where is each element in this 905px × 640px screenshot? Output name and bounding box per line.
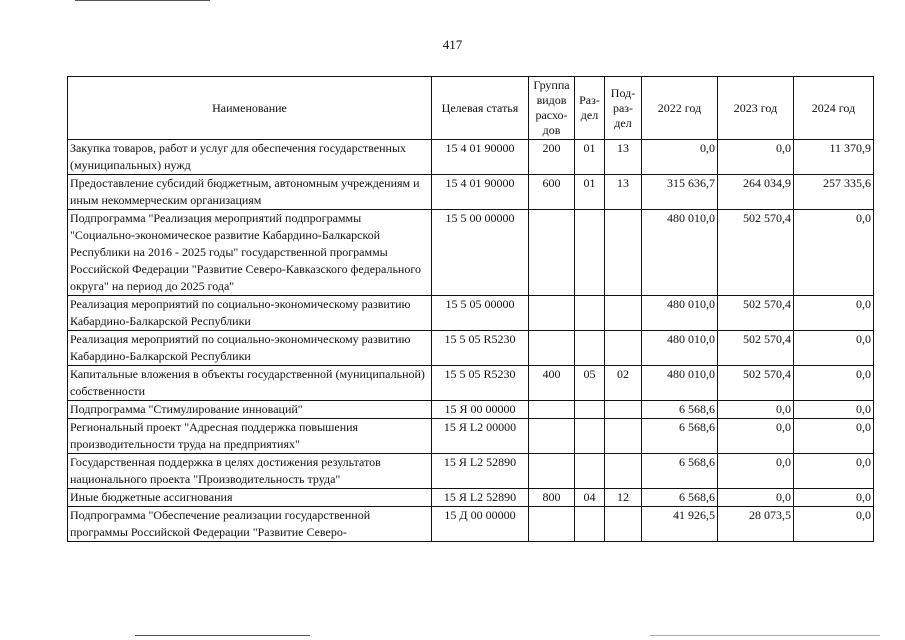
cell-section [575,454,605,489]
cell-name: Закупка товаров, работ и услуг для обеспечения государственных (муниципальных) нужд [68,140,432,175]
cell-section [575,401,605,419]
cell-section: 05 [575,366,605,401]
header-group: Группа видов расхо-дов [529,77,575,140]
cell-section: 04 [575,489,605,507]
cell-target: 15 Я 00 00000 [432,401,529,419]
cell-2024: 11 370,9 [794,140,874,175]
cell-group [529,419,575,454]
cell-2022: 480 010,0 [642,296,718,331]
table-header-row [68,77,874,140]
cell-section [575,331,605,366]
cell-name: Реализация мероприятий по социально-экономическому развитию Кабардино-Балкарской Республики [68,331,432,366]
cell-target: 15 4 01 90000 [432,175,529,210]
cell-2023: 0,0 [718,454,794,489]
scan-mark-bottom-right [650,635,880,636]
cell-name: Иные бюджетные ассигнования [68,489,432,507]
table-row [68,419,874,454]
budget-table [67,76,874,542]
page-number: 417 [442,37,463,52]
cell-2023: 0,0 [718,401,794,419]
header-section: Раз-дел [575,77,605,140]
table-row [68,366,874,401]
cell-name: Подпрограмма "Реализация мероприятий подпрограммы "Социально-экономическое развитие Кабардино-Балкарской Республики на 2016 - 2025 годы" государственной программы Российской Федерации "Развитие Северо-Кавказского федерального округа" на период до 2025 года" [68,210,432,296]
cell-2024: 0,0 [794,366,874,401]
table-row [68,401,874,419]
cell-2024: 0,0 [794,401,874,419]
cell-subsection [605,210,642,296]
cell-2022: 6 568,6 [642,489,718,507]
cell-subsection: 12 [605,489,642,507]
cell-subsection [605,454,642,489]
cell-section: 01 [575,140,605,175]
cell-group [529,210,575,296]
cell-target: 15 5 05 R5230 [432,331,529,366]
cell-2022: 6 568,6 [642,454,718,489]
table-body [68,140,874,542]
cell-name: Региональный проект "Адресная поддержка повышения производительности труда на предприятиях" [68,419,432,454]
cell-2023: 264 034,9 [718,175,794,210]
cell-subsection [605,331,642,366]
table-row [68,489,874,507]
cell-2022: 315 636,7 [642,175,718,210]
cell-2023: 502 570,4 [718,366,794,401]
cell-group [529,296,575,331]
table-row [68,331,874,366]
header-name: Наименование [68,77,432,140]
cell-2022: 0,0 [642,140,718,175]
cell-subsection [605,296,642,331]
cell-group: 800 [529,489,575,507]
table-row [68,175,874,210]
cell-2024: 0,0 [794,331,874,366]
cell-subsection: 13 [605,140,642,175]
cell-2024: 0,0 [794,454,874,489]
cell-group [529,454,575,489]
cell-target: 15 5 00 00000 [432,210,529,296]
table-row [68,210,874,296]
cell-group [529,507,575,542]
cell-subsection [605,401,642,419]
cell-name: Государственная поддержка в целях достижения результатов национального проекта "Производительность труда" [68,454,432,489]
cell-target: 15 Д 00 00000 [432,507,529,542]
header-target: Целевая статья [432,77,529,140]
table-row [68,140,874,175]
cell-subsection: 02 [605,366,642,401]
cell-group [529,331,575,366]
cell-group: 200 [529,140,575,175]
cell-name: Капитальные вложения в объекты государственной (муниципальной) собственности [68,366,432,401]
cell-2022: 41 926,5 [642,507,718,542]
cell-2023: 0,0 [718,419,794,454]
cell-target: 15 Я L2 52890 [432,454,529,489]
cell-group: 400 [529,366,575,401]
cell-subsection [605,507,642,542]
header-subsection: Под-раз-дел [605,77,642,140]
cell-subsection: 13 [605,175,642,210]
cell-group: 600 [529,175,575,210]
cell-2024: 0,0 [794,210,874,296]
cell-2024: 0,0 [794,296,874,331]
cell-2024: 0,0 [794,507,874,542]
cell-section [575,419,605,454]
scan-mark-top [75,0,210,1]
cell-name: Подпрограмма "Стимулирование инноваций" [68,401,432,419]
cell-2023: 502 570,4 [718,210,794,296]
cell-name: Предоставление субсидий бюджетным, автономным учреждениям и иным некоммерческим организациям [68,175,432,210]
cell-target: 15 5 05 R5230 [432,366,529,401]
table-row [68,454,874,489]
cell-2023: 502 570,4 [718,331,794,366]
cell-section: 01 [575,175,605,210]
cell-2022: 6 568,6 [642,419,718,454]
table-row [68,296,874,331]
header-2022: 2022 год [642,77,718,140]
cell-section [575,507,605,542]
cell-2022: 6 568,6 [642,401,718,419]
cell-subsection [605,419,642,454]
cell-2024: 0,0 [794,489,874,507]
table-row [68,507,874,542]
cell-2022: 480 010,0 [642,331,718,366]
cell-2023: 502 570,4 [718,296,794,331]
cell-name: Реализация мероприятий по социально-экономическому развитию Кабардино-Балкарской Республики [68,296,432,331]
cell-2023: 0,0 [718,489,794,507]
cell-section [575,296,605,331]
cell-2024: 257 335,6 [794,175,874,210]
cell-target: 15 4 01 90000 [432,140,529,175]
cell-name: Подпрограмма "Обеспечение реализации государственной программы Российской Федерации "Развитие Северо- [68,507,432,542]
header-2024: 2024 год [794,77,874,140]
cell-2023: 28 073,5 [718,507,794,542]
cell-2024: 0,0 [794,419,874,454]
cell-target: 15 5 05 00000 [432,296,529,331]
cell-2023: 0,0 [718,140,794,175]
cell-group [529,401,575,419]
cell-target: 15 Я L2 52890 [432,489,529,507]
cell-section [575,210,605,296]
cell-2022: 480 010,0 [642,366,718,401]
cell-target: 15 Я L2 00000 [432,419,529,454]
scan-mark-bottom-left [135,635,310,636]
header-2023: 2023 год [718,77,794,140]
cell-2022: 480 010,0 [642,210,718,296]
